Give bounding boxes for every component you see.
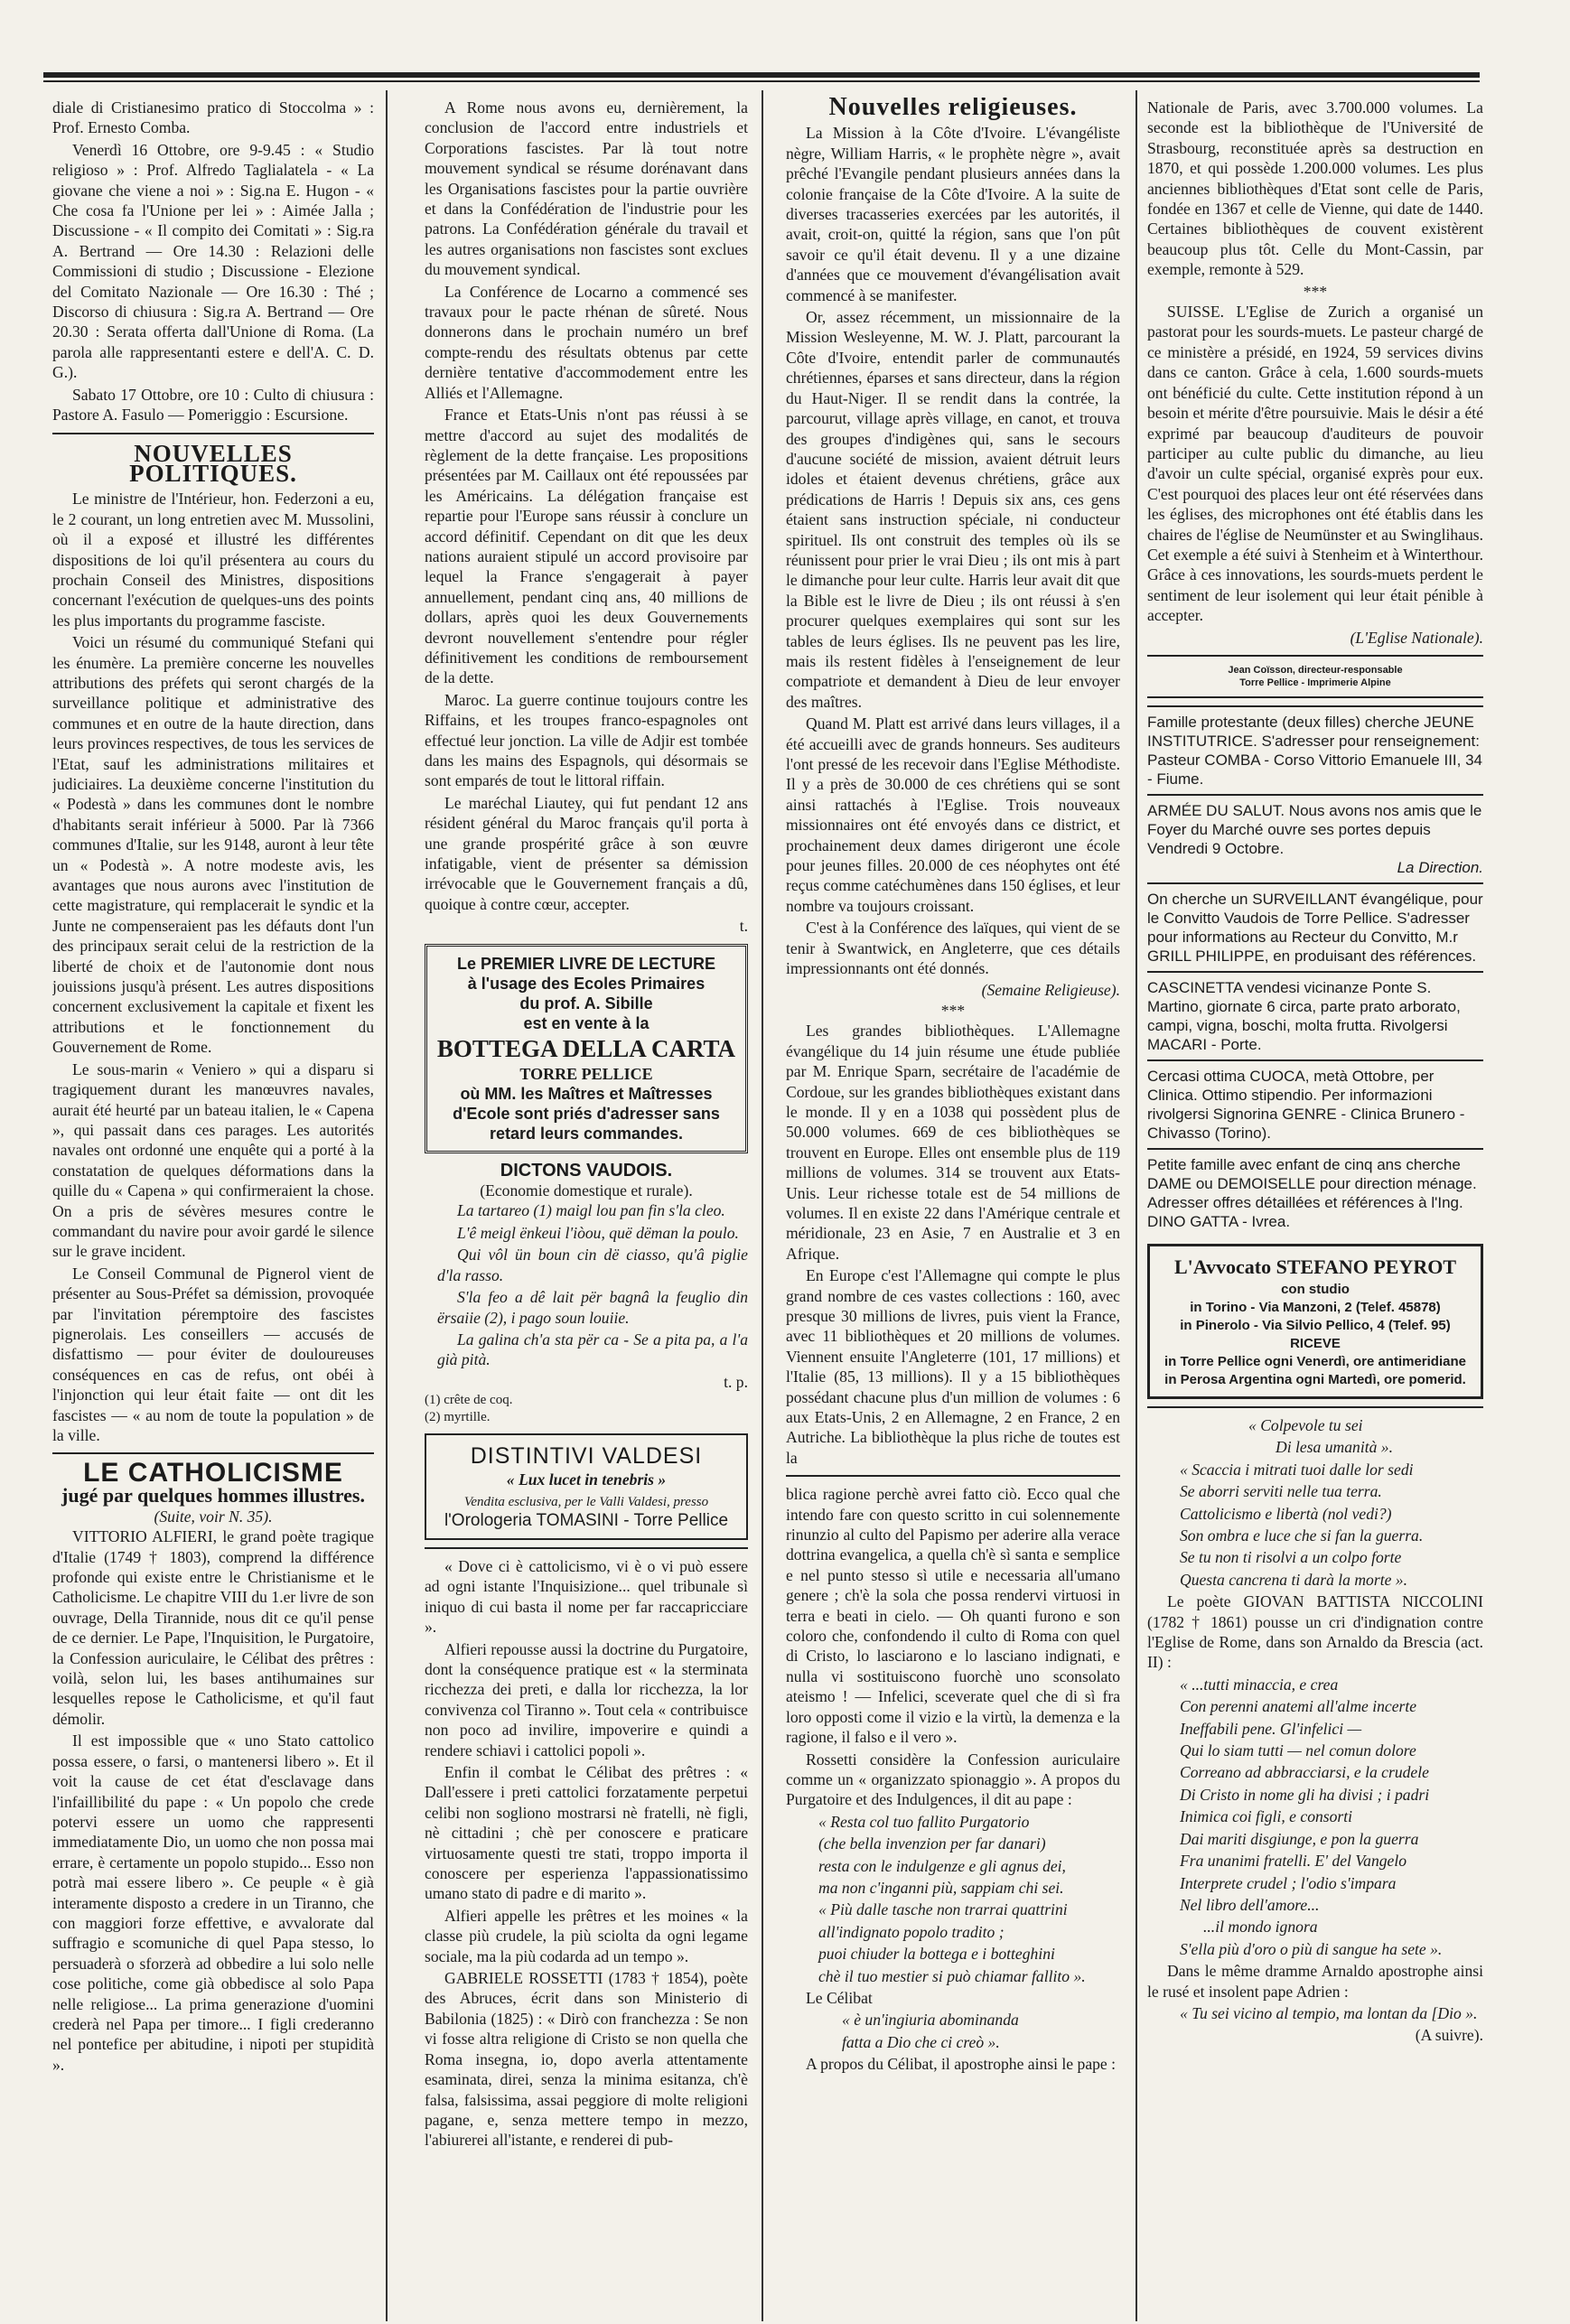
verse: « Resta col tuo fallito Purgatorio [818,1812,1030,1831]
section-subtitle: (Economie domestique et rurale). [480,1181,693,1200]
classified-ad-text: ARMÉE DU SALUT. Nous avons nos amis que le Foyer du Marché ouvre ses portes depuis Vendredi 9 Octobre. [1147,801,1482,857]
article-text: GABRIELE ROSSETTI (1783 † 1854), poète des Abruces, écrit dans son Ministerio di Babilonia (1825) : « Dirò con franchezza : Se non vi fosse altra religione di Cristo se non quella che Roma insegna, io, dopo averla attentamente esaminata, direi, senza la minima esitanza, ch'è falsa, falsissima, assai peggiore di molte religioni pagane, e, senza mettere tempo in mezzo, l'abiurerei all'istante, e renderei di pub- [425,1969,748,2150]
divider [786,1475,1120,1477]
to-be-continued: (A suivre). [1415,2026,1483,2045]
dicton: L'ê meigl ënkeui l'iòou, quë dëman la poulo. [457,1223,739,1242]
article-text: Alfieri repousse aussi la doctrine du Purgatoire, dont la conséquence pratique est « la sterminata ricchezza dei preti, e dalla lor ricchezza, la lor convivenza col Tiranno ». Tout cela « contribuisce non poco ad invilire, impoverire e quindi a rendere schiavi i cattolici popoli ». [425,1639,748,1759]
verse: Se aborri serviti nelle tua terra. [1180,1482,1382,1501]
advert-line: où MM. les Maîtres et Maîtresses d'Ecole sont priés d'adresser sans retard leurs commandes. [453,1084,720,1143]
article-text: Le poète GIOVAN BATTISTA NICCOLINI (1782 † 1861) pousse un cri d'indignation contre l'Eglise de Rome, dans son Arnaldo da Brescia (act. II) : [1147,1592,1483,1672]
advert-line: l'Orologeria TOMASINI - Torre Pellice [444,1510,729,1530]
article-text: Venerdì 16 Ottobre, ore 9-9.45 : « Studio religioso » : Prof. Alfredo Taglialatela - « La giovane che viene a noi » : Sig.na E. Hugon - « Che cosa fa l'Unione per lei » : Aimée Jalla ; Discussione - « Il compito dei Comitati » : Sig.ra A. Bertrand — Ore 14.30 : Relazioni delle Commissioni di studio ; Discussione - Elezione del Comitato Nazionale — Ore 16.30 : Thé ; Discorso di chiusura : Sig.ra A. Bertrand — Ore 20.30 : Serata offerta dall'Unione di Roma. (La parola alle rappresentanti estere e dell'A. C. D. G.). [52,140,374,382]
verse: Di Cristo in nome gli ha divisi ; i padri [1180,1785,1430,1804]
article-text: Il est impossible que « uno Stato cattolico possa essere, o farsi, o mantenersi libero ». Et il voit la cause de cet état d'esclavage dans l'infaillibilité du pape : « Un popolo che crede potervi essere un uomo che rappresenti immediatamente Dio, un uomo che non possa mai errare, è certamente un popolo stupido... Esso non potrà mai essere libero ». Ce peuple « è già interamente disposto a credere in un Tiranno, che con maggiori forze effettive, e avvalorate dal suffragio e scomuniche di quel Papa stesso, lo persuaderà o sforzerà ad obbedire a lui solo nelle cose politiche, come già obbedisce al solo Papa nelle religiose... La prima generazione d'uomini crederà nel Papa per timore... I figli crederanno nel pontefice per abitudine, i nipoti per stupidità ». [52,1731,374,2074]
advert-line: à l'usage des Ecoles Primaires [467,974,706,993]
article-text: Maroc. La guerre continue toujours contre les Riffains, et les troupes franco-espagnoles ont effectué leur jonction. La ville de Adjir est tombée dans les mains des Espagnols, qui désormais se sont emparés de tout le littoral riffain. [425,690,748,790]
advert-line: TORRE PELLICE [519,1064,653,1083]
verse: Fra unanimi fratelli. E' del Vangelo [1180,1852,1407,1871]
classified-ad: Petite famille avec enfant de cinq ans cherche DAME ou DEMOISELLE pour direction ménage. Adresser offres détaillées et références à l'Ing. DINO GATTA - Ivrea. [1147,1148,1483,1237]
verse: Con perenni anatemi all'alme incerte [1180,1697,1417,1716]
article-text: Les grandes bibliothèques. L'Allemagne évangélique du 14 juin résume une étude publiée par M. Enrique Sparn, secrétaire de l'académie de Cordoue, sur les grandes bibliothèques existant dans le monde. Il y en a 1038 qui possèdent plus de 50.000 volumes. 669 de ces bibliothèques se trouvent en Europe. Elles ont ensemble plus de 119 millions de volumes. 314 se trouvent aux Etats-Unis. Leur richesse totale est de 54 millions de volumes. Il en existe 22 dans l'Amérique centrale et méridionale, 23 en Asie, 7 en Australie et 3 en Afrique. [786,1022,1120,1263]
verse: Dai mariti disgiunge, e pon la guerra [1180,1829,1419,1848]
article-text: VITTORIO ALFIERI, le grand poète tragique d'Italie (1749 † 1803), comprend la différence profonde qui existe entre le Christianisme et le Catholicisme. Le chapitre VIII du 1.er livre de son ouvrage, Della Tirannide, nous dit ce qu'il pense de ce dernier. Le Pape, l'Inquisition, le Purgatoire, la Confession auriculaire, le Célibat des prêtres : voilà, selon lui, les bases antihumaines sur lesquelles repose le Catholicisme, et qu'il faut démolir. [52,1527,374,1728]
advert-line: in Torre Pellice ogni Venerdì, ore antimeridiane [1164,1353,1466,1369]
source-note: (Semaine Religieuse). [981,981,1120,1000]
advert-line: du prof. A. Sibille [519,994,653,1013]
masthead-rule [43,72,1480,78]
section-subtitle: jugé par quelques hommes illustres. [61,1483,365,1507]
column-4 [1147,98,1483,2301]
article-text: « Dove ci è cattolicismo, vi è o vi può essere ad ogni istante l'Inquisizione... quel tribunale sì iniquo di cui basta il nome per far raccapricciare ». [425,1556,748,1637]
article-text: Quand M. Platt est arrivé dans leurs villages, il a été accueilli avec de grands honneurs. Ses auditeurs l'ont pressé de les recevoir dans l'Eglise Méthodiste. Il y a près de 30.000 de ces chrétiens qui se sont ainsi rattachés à l'Eglise. Trois nouveaux missionnaires ont été envoyés dans ce district, et prochainement deux dames dirigeront une école pour jeunes filles. 20.000 de ces néophytes ont été reçus comme catéchumènes dans 150 églises, et leur nombre va toujours croissant. [786,714,1120,915]
continuation-note: (Suite, voir N. 35). [154,1507,273,1526]
article-text: Nationale de Paris, avec 3.700.000 volumes. La seconde est la bibliothèque de l'Université de Strasbourg, reconstituée après sa destruction en 1870, et qui possède 1.200.000 volumes. Les plus anciennes bibliothèques d'Etat sont celle de Paris, fondée en 1367 et celle de Vienne, qui date de 1440. Certaines bibliothèques de couvent existèrent beaucoup plus tôt. Celle du Mont-Cassin, par exemple, remonte à 529. [1147,98,1483,279]
classified-ad-signature: La Direction. [1397,858,1483,876]
verse: ...il mondo ignora [1203,1918,1318,1937]
verse: resta con le indulgenze e gli agnus dei, [818,1856,1066,1875]
article-text: Dans le même dramme Arnaldo apostrophe ainsi le rusé et insolent pape Adrien : [1147,1962,1483,2001]
advert-distintivi [425,1433,748,1540]
article-text: Le ministre de l'Intérieur, hon. Federzoni a eu, le 2 courant, un long entretien avec M. Mussolini, où il a exposé et illustré les différentes dispositions de loi qu'il présentera au cours du prochain Conseil des Ministres, dispositions concernant l'exécution de quelques-uns des points les plus importants du programme fasciste. [52,490,374,630]
verse: Questa cancrena ti darà la morte ». [1180,1570,1407,1589]
verse: « Scaccia i mitrati tuoi dalle lor sedi [1180,1460,1414,1479]
masthead-rule-thin [43,80,1480,82]
classified-ad: On cherche un SURVEILLANT évangélique, pour le Convitto Vaudois de Torre Pellice. S'adresser pour informations au Recteur du Convitto, M.r GRILL PHILIPPE, en produisant des références. [1147,882,1483,971]
verse: « Tu sei vicino al tempio, ma lontan da [Dio ». [1180,2003,1478,2022]
article-text: diale di Cristianesimo pratico di Stoccolma » : Prof. Ernesto Comba. [52,98,374,137]
verse: Ineffabili pene. Gl'infelici — [1180,1719,1362,1738]
verse: (che bella invenzion per far danari) [818,1834,1046,1853]
verse: Nel libro dell'amore... [1180,1895,1320,1914]
advert-title: DISTINTIVI VALDESI [470,1443,703,1470]
verse: S'ella più d'oro o più di sangue ha sete ». [1180,1939,1443,1958]
article-text: C'est à la Conférence des laïques, qui vient de se tenir à Swantwick, en Angleterre, que ces détails impressionnants ont été donnés. [786,919,1120,978]
verse: Correano ad abbracciarsi, e la crudele [1180,1763,1429,1782]
section-title-politiques: NOUVELLES POLITIQUES. [129,439,297,487]
dicton: La galina ch'a sta për ca - Se a pita pa, a l'a già pità. [437,1330,748,1369]
article-text: Or, assez récemment, un missionnaire de la Mission Wesleyenne, M. W. J. Platt, parcourant la Côte d'Ivoire, entendit parler de communautés chrétiennes, éparses et sans directeur, dans la région du Haut-Niger. Il se rendit dans la contrée, la parcourut, village après village, en canot, et trouva des groupes d'indigènes qui, sans le secours d'aucune société de mission, avaient détruit leurs idoles et étaient devenus chrétiens, grâce aux prédications de Harris ! Depuis six ans, ces gens étaient sans instruction spéciale, ni conducteur spirituel. Ils ont construit des temples où ils se réunissent pour prier le vrai Dieu ; ils ont mis à part le dimanche pour leur culte. Harris leur avait dit que la Bible est le livre de Dieu ; ils ont réussi à s'en procurer quelques exemplaires qui sont sur les tables de leurs églises. Ils ne peuvent pas les lire, mais ils restent fidèles à l'enseignement de leur compatriote et demandent à Dieu de leur envoyer des maîtres. [786,308,1120,711]
verse: Di lesa umanità ». [1276,1438,1393,1457]
classified-ad [1147,794,1483,882]
verse: Interprete crudel ; l'odio s'impara [1180,1873,1397,1892]
verse: Qui lo siam tutti — nel comun dolore [1180,1741,1416,1760]
advert-line: Vendita esclusiva, per le Valli Valdesi, presso [463,1494,709,1509]
divider [425,1547,748,1549]
advert-peyrot [1147,1244,1483,1399]
source-note: (L'Eglise Nationale). [1350,628,1483,647]
advert-line: RICEVE [1290,1335,1341,1351]
section-title-catholicisme: LE CATHOLICISME [83,1458,343,1489]
article-text: La Conférence de Locarno a commencé ses travaux pour le pacte rhénan de sûreté. Nous donnerons dans le prochain numéro un bref compte-rendu des résultats obtenus par cette dernière tentative d'accommodement entre les Alliés et l'Allemagne. [425,282,748,402]
imprint: Torre Pellice - Imprimerie Alpine [1239,677,1391,688]
advert-line: « Lux lucet in tenebris » [506,1470,667,1489]
advert-line: Le PREMIER LIVRE DE LECTURE [456,954,716,973]
dicton: La tartareo (1) maigl lou pan fin s'la cleo. [457,1201,725,1220]
section-title-religieuses: Nouvelles religieuses. [828,98,1078,121]
verse: Cattolicismo e libertà (nol vedi?) [1180,1504,1392,1523]
article-text: La Mission à la Côte d'Ivoire. L'évangéliste nègre, William Harris, « le prophète nègre », avait prêché l'Evangile pendant plusieurs années dans la colonie française de la Côte d'Ivoire. A la suite de diverses tracasseries exercées par les autorités, il avait, croit-on, quitté la région, sans que l'on pût savoir ce qu'il était devenu. Il y a une dizaine d'années que ce mouvement d'évangélisation avait commencé à se manifester. [786,124,1120,304]
classified-ad: CASCINETTA vendesi vicinanze Ponte S. Martino, giornate 6 circa, parte prato arborato, campi, vigna, boschi, molta frutta. Rivolgersi MACARI - Porte. [1147,971,1483,1059]
article-text: Le Conseil Communal de Pignerol vient de présenter au Sous-Préfet sa démission, provoquée par l'invitation péremptoire des fascistes pignerolais. Les conseillers — accusés de disfattismo — pour éviter de douloureuses conséquences en cas de refus, ont obéi à l'injonction qui leur était faite — ont dit les fascistes — « au nom de toute la population » de la ville. [52,1264,374,1444]
article-text: Alfieri appelle les prêtres et les moines « la classe più crudele, la più sciolta da ogni legame sociale, ma la più codarda ad un tempo ». [425,1906,748,1965]
article-text: France et Etats-Unis n'ont pas réussi à se mettre d'accord au sujet des modalités de règlement de la dette française. Les propositions présentées par M. Caillaux ont été repoussées par les Américains. La délégation française est repartie pour l'Europe sans réussir à conclure un accord définitif. Cependant on dit que les deux nations auraient stipulé un accord provisoire par lequel la France s'engagerait à payer annuellement, pendant cinq ans, 40 millions de dollars, après quoi les deux Gouvernements devront nouvellement s'entendre pour régler définitivement les conditions de remboursement de la dette. [425,406,748,687]
column-separator [386,90,388,2321]
divider [1147,696,1483,698]
classified-ad: Cercasi ottima CUOCA, metà Ottobre, per Clinica. Ottimo stipendio. Per informazioni rivolgersi Signorina GENRE - Clinica Brunero - Chivasso (Torino). [1147,1059,1483,1148]
advert-line: BOTTEGA DELLA CARTA [436,1034,736,1062]
advert-line: est en vente à la [523,1013,649,1032]
advert-line: con studio [1281,1281,1350,1297]
verse: « Più dalle tasche non trarrai quattrini [818,1900,1068,1919]
separator-stars: *** [940,1001,966,1020]
verse: ma non c'inganni più, sappiam chi sei. [818,1878,1064,1897]
verse: « Colpevole tu sei [1248,1415,1363,1434]
footnote: (2) myrtille. [425,1410,491,1425]
column-separator [1135,90,1137,2321]
verse: Inimica coi figli, e consorti [1180,1807,1353,1826]
article-text: Le sous-marin « Veniero » qui a disparu si tragiquement durant les manœuvres navales, aurait été heurté par un bateau italien, le « Capena », qui passait dans ces parages. Les autorités navales ont ordonné une enquête qui a porté à la constatation de quelques déformations dans la quille du « Capena » qui confirmeraient la chose. On a pris de sévères mesures contre le commandant du navire pour avoir gardé le silence sur le grave incident. [52,1059,374,1261]
advert-bottega-della-carta [425,944,748,1153]
article-text: A propos du Célibat, il apostrophe ainsi le pape : [806,2055,1117,2074]
verse: puoi chiuder la bottega e i botteghini [818,1945,1055,1964]
verse: fatta a Dio che ci creò ». [842,2032,1000,2051]
advert-line: in Perosa Argentina ogni Martedì, ore pomerid. [1164,1371,1466,1387]
advert-line: in Torino - Via Manzoni, 2 (Telef. 45878) [1190,1299,1441,1315]
verse: Son ombra e luce che si fan la guerra. [1180,1526,1424,1545]
column-1 [52,98,374,2301]
verse: all'indignato popolo tradito ; [818,1922,1005,1941]
signature: t. p. [724,1372,748,1391]
dicton: S'la feo a dê lait për bagnâ la feuglio din ërsaiie (2), i pago soun louiie. [437,1288,748,1327]
verse: Se tu non ti risolvi a un colpo forte [1180,1548,1402,1567]
article-text: blica ragione perchè avrei fatto ciò. Ecco qual che intendo fare con questo scritto in cui solennemente rinunzio al culto del Papismo per aderire alla verace dottrina evangelica, a quella ch'è sì santa e semplice e nel punto stesso sì utile e necessaria all'umano genere ; ch'è la sola che possa rendervi virtuosi in terra e beati in cielo. — Oh quanti furono e son coloro che, confondendo il culto di Roma con quel di Cristo, lo lasciarono e lo lasciano indignati, e nulla vi sostituiscono fuorchè uno sconsolato ateismo ! — Infelici, sceverate quel che di sì fra loro opposti come il vizio e la virtù, la demenza e la ragione, il falso e il vero ». [786,1485,1120,1747]
article-text: Le maréchal Liautey, qui fut pendant 12 ans résident général du Maroc français qu'il porta à une grande prospérité grâce à son œuvre infatigable, vient de présenter sa démission irrévocable que le Gouvernement français a dû, quoique à contre cœur, accepter. [425,793,748,913]
footnote: (1) crête de coq. [425,1393,513,1408]
article-text: Rossetti considère la Confession auriculaire comme un « organizzato spionaggio ». A propos du Purgatoire et des Indulgences, il dit au pape : [786,1750,1120,1809]
column-separator [762,90,763,2321]
section-title-dictons: DICTONS VAUDOIS. [500,1160,673,1181]
article-text: Le Célibat [806,1988,873,2007]
article-text: En Europe c'est l'Allemagne qui compte le plus grand nombre de ces vastes collections : 160, avec presque 30 millions de livres, puis vient la France, avec 11 bibliothèques et 20 millions de volumes. Viennent ensuite l'Angleterre (101, 17 millions) et l'Italie (85, 13 millions). Il y a 15 bibliothèques possédant chacune plus d'un million de volumes : 6 aux Etats-Unis, 2 en Allemagne, 2 en France, 2 en Autriche. La bibliothèque la plus riche de toutes est la [786,1266,1120,1467]
classified-ad: Famille protestante (deux filles) cherche JEUNE INSTITUTRICE. S'adresser pour renseignement: Pasteur COMBA - Corso Vittorio Emanuele III, 34 - Fiume. [1147,705,1483,794]
divider [1147,655,1483,657]
signature: t. [739,917,748,936]
column-2 [425,98,748,2301]
dicton: Qui vôl ün boun cin dë ciasso, qu'â piglie d'la rasso. [437,1246,748,1284]
verse: chè il tuo mestier si può chiamar fallito ». [818,1966,1086,1985]
article-text: Enfin il combat le Célibat des prêtres : « Dall'essere i preti cattolici forzatamente perpetui celibi non sogliono mostrarsi nè fratelli, nè figli, nè cittadini ; chè per conoscere e praticare virtuosamente questi tre stati, troppo importa il conoscere per esperienza l'appassionatissimo umano stato di padre e di marito ». [425,1763,748,1903]
article-text: SUISSE. L'Eglise de Zurich a organisé un pastorat pour les sourds-muets. Le pasteur chargé de ce ministère a présidé, en 1924, 59 services divins dans ce canton. Grâce à cela, 1.600 sourds-muets ont bénéficié du culte. Cette institution répond à un besoin et mérite d'être poursuivie. Mais le désir a été exprimé par beaucoup d'auditeurs de pouvoir participer au culte public du dimanche, au lieu d'avoir un culte spécial, organisé exprès pour eux. C'est pourquoi des places leur ont été réservées dans les églises, des microphones ont été établis dans les chaires de l'église de Neumünster et au Swinglihaus. Cet exemple a été suivi à Stenheim et à Winterthour. Grâce à ces innovations, les sourds-muets perdent le sentiment de leur isolement qui leur était pénible à accepter. [1147,303,1483,625]
advert-line: in Pinerolo - Via Silvio Pellico, 4 (Telef. 95) [1180,1317,1451,1333]
advert-title: L'Avvocato STEFANO PEYROT [1173,1255,1457,1278]
imprint: Jean Coïsson, directeur-responsable [1228,664,1403,676]
separator-stars: *** [1303,282,1328,301]
article-text: Voici un résumé du communiqué Stefani qui les énumère. La première concerne les nouvelles attributions des préfets qui seront chargés de la surveillance politique et administrative des communes et en outre de la haute direction, dans leurs provinces respectives, de tous les services de l'Etat, sauf les administrations militaires et judiciaires. La deuxième concerne l'institution du « Podestà » dans les communes dont le nombre d'habitants serait inférieur à 5000. Par là 7366 communes d'Italie, sur les 9148, auront à leur tête un « Podestà ». A notre modeste avis, les avantages que nous aurons avec l'institution de cette magistrature, qui remplacerait le syndic et la Junte ne compenseraient pas les défauts dont l'un des principaux serait celui de la restriction de la liberté de choix et de l'autonomie dont nous jouissions jusqu'à présent. Les autres dispositions concernent exclusivement la capitale et fixent les attributions et le fonctionnement du Gouvernement de Rome. [52,633,374,1057]
divider [1147,1406,1483,1408]
verse: « è un'ingiuria abominanda [842,2011,1019,2030]
article-text: Sabato 17 Ottobre, ore 10 : Culto di chiusura : Pastore A. Fasulo — Pomeriggio : Escursione. [52,385,374,425]
column-3 [786,98,1120,2301]
verse: « ...tutti minaccia, e crea [1180,1675,1339,1694]
divider [52,433,374,434]
article-text: A Rome nous avons eu, dernièrement, la conclusion de l'accord entre industriels et Corporations fascistes. Par là tout notre mouvement syndical se résume dorénavant dans les Organisations fascistes pour la partie ouvrière et dans la Confédération de l'industrie pour les patrons. La Confédération générale du travail et les autres organisations non fascistes sont exclues du mouvement syndical. [425,98,748,279]
divider [52,1452,374,1454]
